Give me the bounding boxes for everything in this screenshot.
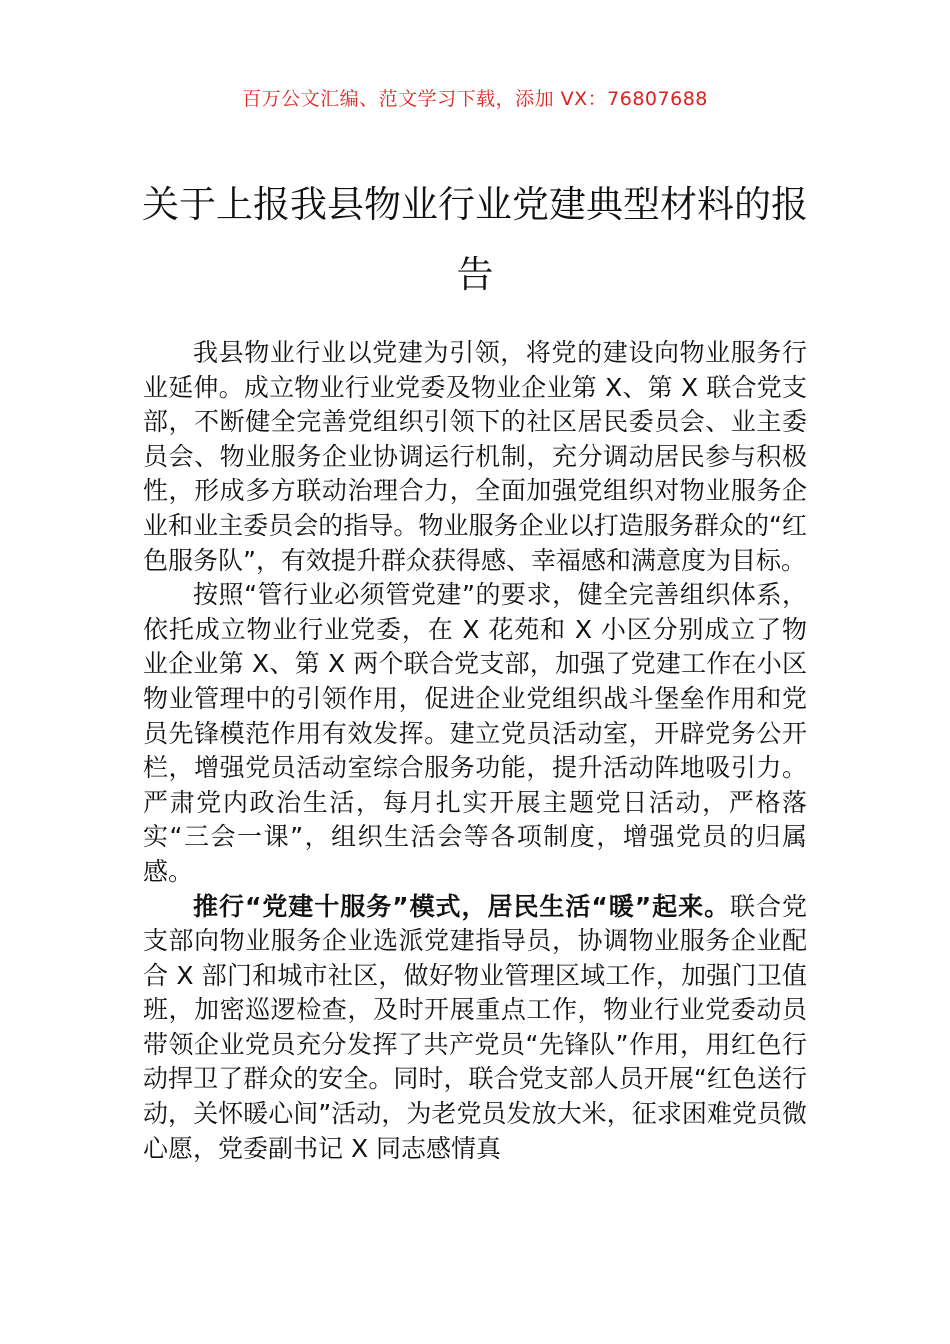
paragraph-2	[143, 578, 807, 889]
header-note: 百万公文汇编、范文学习下载，添加 VX：76807688	[242, 88, 708, 110]
paragraph-1-text: 我县物业行业以党建为引领，将党的建设向物业服务行业延伸。成立物业行业党委及物业企业第 X、第 X 联合党支部，不断健全完善党组织引领下的社区居民委员会、业主委员会、物业服务企业协调运行机制，充分调动居民参与积极性，形成多方联动治理合力，全面加强党组织对物业服务企业和业主委员会的指导。物业服务企业以打造服务群众的“红色服务队”，有效提升群众获得感、幸福感和满意度为目标。	[143, 338, 807, 575]
document-body	[143, 336, 807, 1166]
paragraph-3-text: 联合党支部向物业服务企业选派党建指导员，协调物业服务企业配合 X 部门和城市社区，做好物业管理区域工作，加强门卫值班，加密巡逻检查，及时开展重点工作，物业行业党委动员带领企业党员充分发挥了共产党员“先锋队”作用，用红色行动捍卫了群众的安全。同时，联合党支部人员开展“红色送行动，关怀暖心间”活动，为老党员发放大米，征求困难党员微心愿，党委副书记 X 同志感情真	[143, 891, 807, 1163]
paragraph-3	[143, 890, 807, 1167]
paragraph-3-lead: 推行“党建十服务”模式，居民生活“暖”起来。	[193, 891, 731, 921]
paragraph-1	[143, 336, 807, 578]
document-title: 关于上报我县物业行业党建典型材料的报告	[142, 183, 808, 296]
paragraph-2-text: 按照“管行业必须管党建”的要求，健全完善组织体系，依托成立物业行业党委，在 X 花苑和 X 小区分别成立了物业企业第 X、第 X 两个联合党支部，加强了党建工作在小区物业管理中的引领作用，促进企业党组织战斗堡垒作用和党员先锋模范作用有效发挥。建立党员活动室，开辟党务公开栏，增强党员活动室综合服务功能，提升活动阵地吸引力。严肃党内政治生活，每月扎实开展主题党日活动，严格落实“三会一课”，组织生活会等各项制度，增强党员的归属感。	[143, 580, 807, 886]
